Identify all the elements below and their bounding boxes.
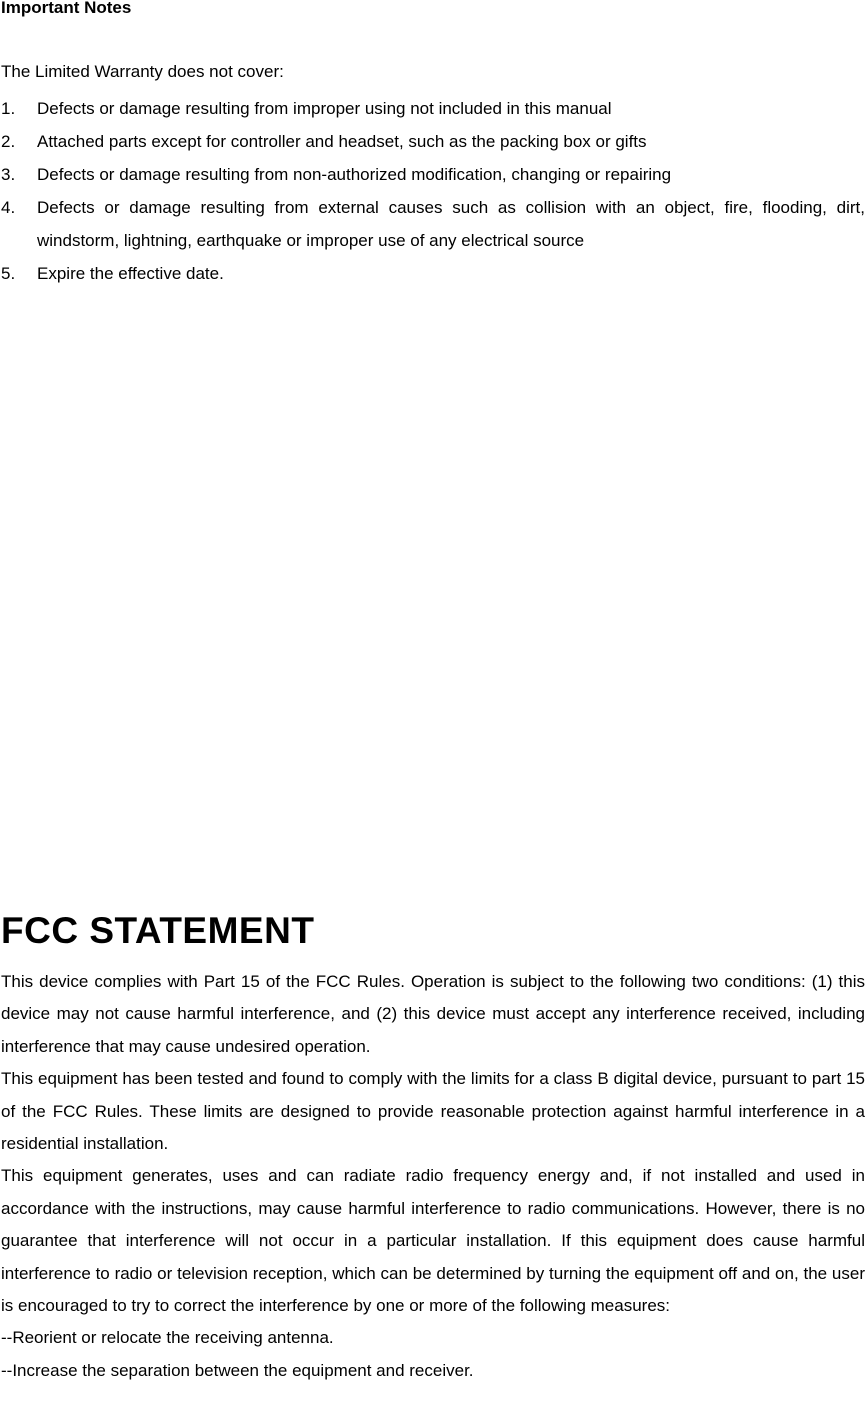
list-item-number: 4. [1,198,16,217]
warranty-intro: The Limited Warranty does not cover: [1,62,284,81]
list-item-number: 3. [1,165,16,184]
list-item [0,125,866,158]
list-item [0,191,866,257]
list-item-text: Attached parts except for controller and headset, such as the packing box or gifts [37,132,647,151]
list-item [0,158,866,191]
list-item-text: Defects or damage resulting from improper using not included in this manual [37,99,612,118]
list-item: --Reorient or relocate the receiving antenna. [1,1328,334,1348]
fcc-paragraph: This equipment has been tested and found to comply with the limits for a class B digital device, pursuant to part 15 of the FCC Rules. These limits are designed to provide reasonable protection against harmful interference in a residential installation. [1,1069,865,1154]
fcc-statement-heading: FCC STATEMENT [1,910,315,951]
fcc-paragraph: This equipment generates, uses and can radiate radio frequency energy and, if not installed and used in accordance with the instructions, may cause harmful interference to radio communications. However, there is no guarantee that interference will not occur in a particular installation. If this equipment does cause harmful interference to radio or television reception, which can be determined by turning the equipment off and on, the user is encouraged to try to correct the interference by one or more of the following measures: [1,1166,865,1316]
list-item-number: 2. [1,132,16,151]
list-item: --Increase the separation between the equipment and receiver. [1,1360,474,1380]
warranty-exclusions-list [0,92,866,290]
important-notes-heading: Important Notes [1,0,132,17]
fcc-paragraph: This device complies with Part 15 of the FCC Rules. Operation is subject to the following two conditions: (1) this device may not cause harmful interference, and (2) this device must accept any interference received, including interference that may cause undesired operation. [1,972,865,1056]
list-item [0,92,866,125]
list-item-number: 5. [1,264,16,283]
list-item-number: 1. [1,99,16,118]
fcc-measures-list [1,1322,865,1387]
list-item-text: Defects or damage resulting from external causes such as collision with an object, fire, flooding, dirt, windstorm, lightning, earthquake or improper use of any electrical source [37,198,865,250]
fcc-statement-body [1,966,865,1387]
list-item-text: Expire the effective date. [37,264,224,283]
list-item [0,257,866,290]
list-item-text: Defects or damage resulting from non-authorized modification, changing or repairing [37,165,672,184]
